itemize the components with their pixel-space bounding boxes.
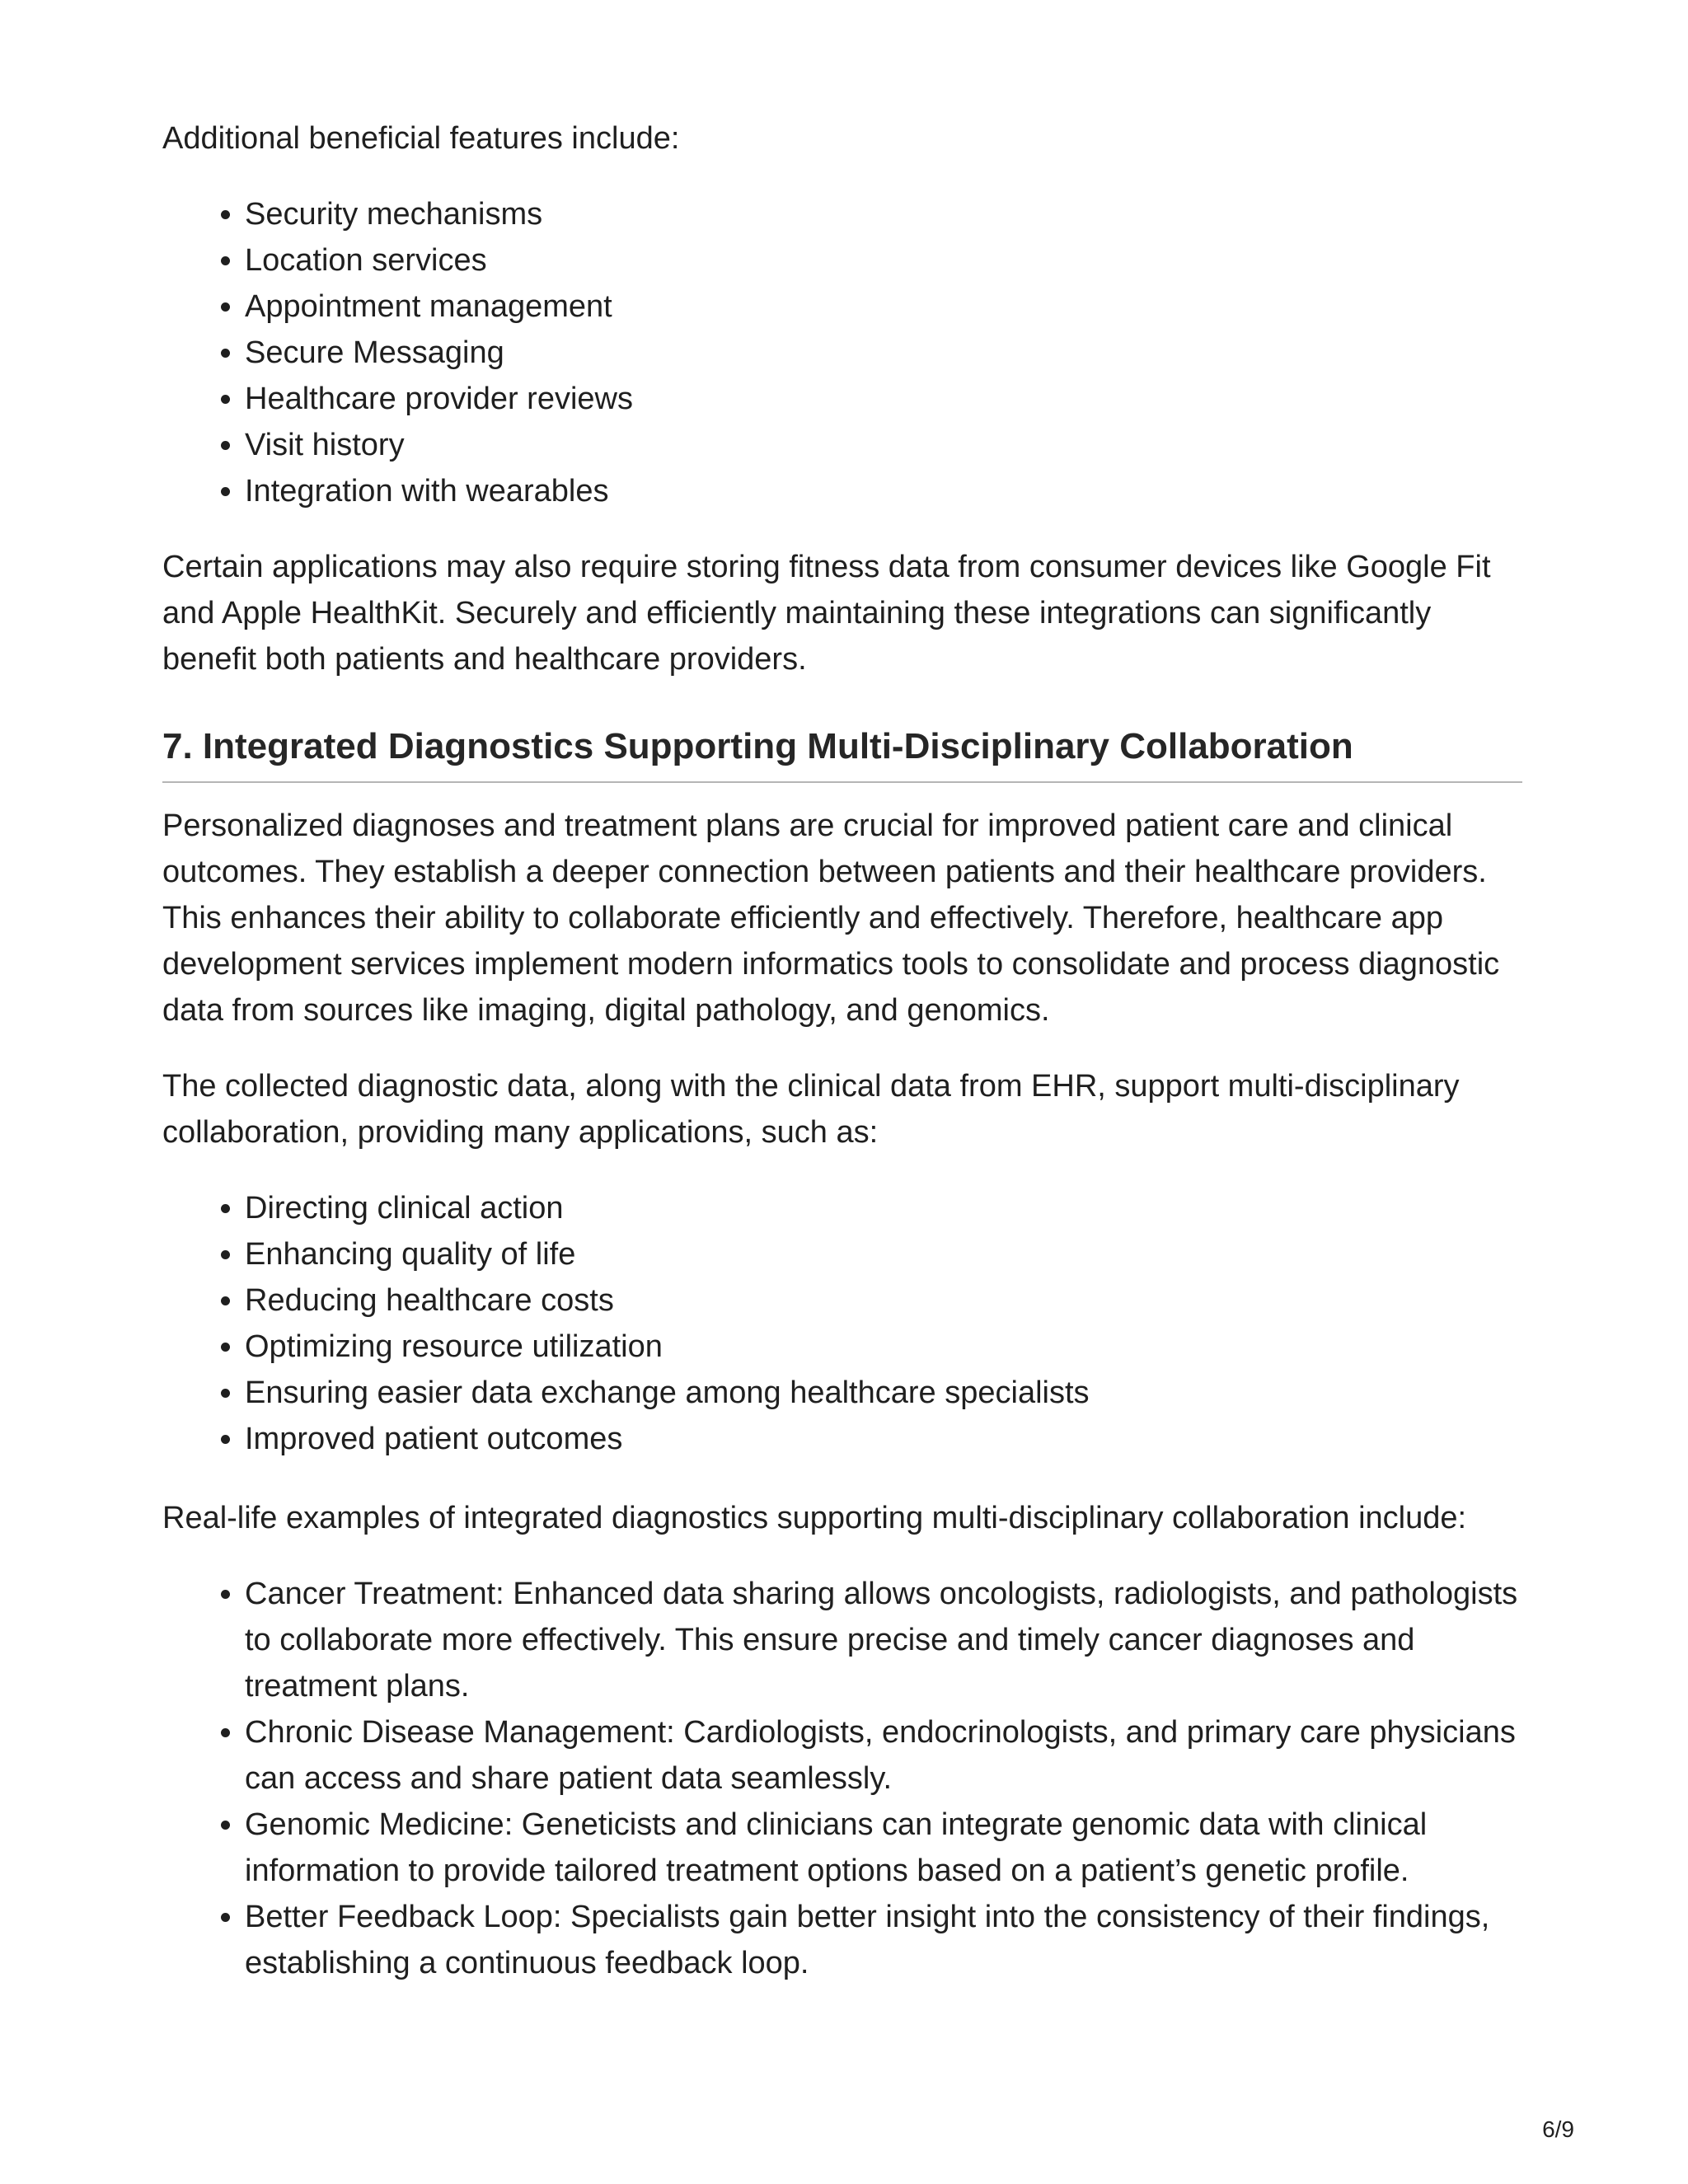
list-item: • Reducing healthcare costs [245, 1277, 1522, 1324]
list-item: • Better Feedback Loop: Specialists gain better insight into the consistency of their findings, establishing a continuous feedback loop. [245, 1894, 1522, 1986]
features-intro: Additional beneficial features include: [162, 121, 680, 156]
fitness-paragraph: Certain applications may also require storing fitness data from consumer devices like Google Fit and Apple HealthKit. Securely and efficiently maintaining these integrations can significantly benefit both patients and healthcare providers. [162, 550, 1491, 677]
page-number: 6/9 [1542, 2116, 1574, 2142]
list-item: • Directing clinical action [245, 1185, 1522, 1231]
list-item: • Integration with wearables [245, 468, 1522, 514]
list-item: • Optimizing resource utilization [245, 1324, 1522, 1370]
list-item: • Secure Messaging [245, 330, 1522, 376]
list-item: • Appointment management [245, 284, 1522, 330]
examples-list [162, 1571, 1522, 1986]
list-item: • Visit history [245, 422, 1522, 468]
features-list [162, 191, 1522, 514]
list-item: • Enhancing quality of life [245, 1231, 1522, 1277]
list-item: • Improved patient outcomes [245, 1416, 1522, 1462]
list-item: • Genomic Medicine: Geneticists and clinicians can integrate genomic data with clinical information to provide tailored treatment options based on a patient’s genetic profile. [245, 1802, 1522, 1894]
list-item: • Chronic Disease Management: Cardiologists, endocrinologists, and primary care physicians can access and share patient data seamlessly. [245, 1709, 1522, 1802]
list-item: • Security mechanisms [245, 191, 1522, 237]
list-item: • Ensuring easier data exchange among healthcare specialists [245, 1370, 1522, 1416]
applications-list [162, 1185, 1522, 1462]
section-heading: 7. Integrated Diagnostics Supporting Multi-Disciplinary Collaboration [162, 722, 1522, 783]
list-item: • Cancer Treatment: Enhanced data sharing allows oncologists, radiologists, and pathologists to collaborate more effectively. This ensure precise and timely cancer diagnoses and treatment plans. [245, 1571, 1522, 1709]
list-item: • Location services [245, 237, 1522, 284]
list-item: • Healthcare provider reviews [245, 376, 1522, 422]
document-page [162, 115, 1522, 1986]
examples-intro: Real-life examples of integrated diagnostics supporting multi-disciplinary collaboration include: [162, 1501, 1467, 1535]
personalized-paragraph: Personalized diagnoses and treatment plans are crucial for improved patient care and clinical outcomes. They establish a deeper connection between patients and their healthcare providers. This enhances their ability to collaborate efficiently and effectively. Therefore, healthcare app development services implement modern informatics tools to consolidate and process diagnostic data from sources like imaging, digital pathology, and genomics. [162, 808, 1500, 1028]
collected-paragraph: The collected diagnostic data, along with the clinical data from EHR, support multi-disciplinary collaboration, providing many applications, such as: [162, 1069, 1460, 1150]
